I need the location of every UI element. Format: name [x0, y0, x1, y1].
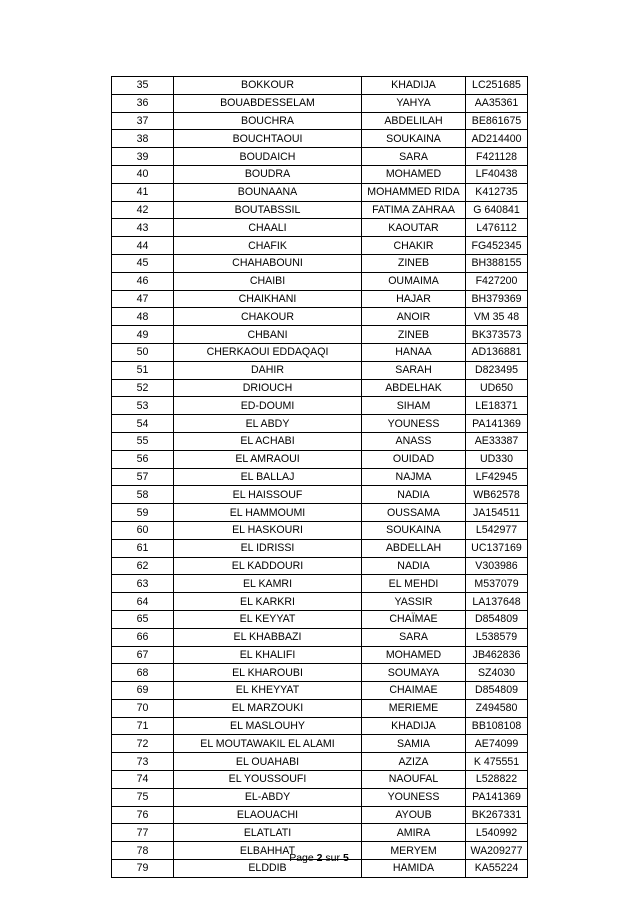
cell-row-number: 66: [112, 628, 174, 646]
table-row: [112, 148, 528, 166]
cell-id-number: L528822: [466, 771, 528, 789]
cell-first-name: NAJMA: [362, 468, 466, 486]
table-row: [112, 593, 528, 611]
cell-first-name: SOUMAYA: [362, 664, 466, 682]
cell-row-number: 78: [112, 842, 174, 860]
cell-row-number: 49: [112, 326, 174, 344]
cell-id-number: LF40438: [466, 165, 528, 183]
cell-first-name: SOUKAINA: [362, 130, 466, 148]
cell-id-number: JA154511: [466, 504, 528, 522]
cell-id-number: BH379369: [466, 290, 528, 308]
table-row: [112, 735, 528, 753]
cell-row-number: 63: [112, 575, 174, 593]
cell-last-name: EL AMRAOUI: [174, 450, 362, 468]
table-row: [112, 682, 528, 700]
cell-row-number: 52: [112, 379, 174, 397]
table-row: [112, 130, 528, 148]
cell-id-number: LC251685: [466, 77, 528, 95]
cell-row-number: 77: [112, 824, 174, 842]
cell-row-number: 76: [112, 806, 174, 824]
cell-id-number: UD650: [466, 379, 528, 397]
cell-row-number: 75: [112, 788, 174, 806]
cell-row-number: 58: [112, 486, 174, 504]
cell-id-number: D854809: [466, 610, 528, 628]
table-row: [112, 94, 528, 112]
cell-id-number: BK373573: [466, 326, 528, 344]
table-row: [112, 343, 528, 361]
cell-last-name: DAHIR: [174, 361, 362, 379]
cell-row-number: 59: [112, 504, 174, 522]
cell-last-name: CHERKAOUI EDDAQAQI: [174, 343, 362, 361]
cell-id-number: G 640841: [466, 201, 528, 219]
candidates-table: [111, 76, 528, 878]
cell-last-name: CHAIKHANI: [174, 290, 362, 308]
cell-id-number: SZ4030: [466, 664, 528, 682]
table-row: [112, 771, 528, 789]
cell-id-number: L538579: [466, 628, 528, 646]
cell-first-name: CHAKIR: [362, 237, 466, 255]
cell-first-name: OUSSAMA: [362, 504, 466, 522]
cell-last-name: EL HAMMOUMI: [174, 504, 362, 522]
cell-id-number: M537079: [466, 575, 528, 593]
cell-id-number: D854809: [466, 682, 528, 700]
cell-first-name: MOHAMED: [362, 165, 466, 183]
table-row: [112, 432, 528, 450]
cell-last-name: EL KARKRI: [174, 593, 362, 611]
cell-id-number: JB462836: [466, 646, 528, 664]
table-row: [112, 77, 528, 95]
cell-last-name: EL HASKOURI: [174, 521, 362, 539]
cell-last-name: BOUABDESSELAM: [174, 94, 362, 112]
cell-last-name: ELAOUACHI: [174, 806, 362, 824]
cell-last-name: EL KADDOURI: [174, 557, 362, 575]
cell-first-name: ANASS: [362, 432, 466, 450]
cell-row-number: 54: [112, 415, 174, 433]
table-row: [112, 326, 528, 344]
cell-row-number: 37: [112, 112, 174, 130]
table-row: [112, 237, 528, 255]
cell-row-number: 50: [112, 343, 174, 361]
cell-id-number: L540992: [466, 824, 528, 842]
cell-last-name: EL IDRISSI: [174, 539, 362, 557]
cell-last-name: BOUTABSSIL: [174, 201, 362, 219]
table-row: [112, 272, 528, 290]
cell-row-number: 68: [112, 664, 174, 682]
cell-first-name: YASSIR: [362, 593, 466, 611]
cell-id-number: BE861675: [466, 112, 528, 130]
cell-row-number: 42: [112, 201, 174, 219]
cell-last-name: EL KAMRI: [174, 575, 362, 593]
cell-first-name: SAMIA: [362, 735, 466, 753]
cell-first-name: ZINEB: [362, 254, 466, 272]
cell-last-name: EL-ABDY: [174, 788, 362, 806]
table-row: [112, 165, 528, 183]
cell-last-name: EL KHAROUBI: [174, 664, 362, 682]
cell-last-name: CHAIBI: [174, 272, 362, 290]
cell-last-name: EL MARZOUKI: [174, 699, 362, 717]
cell-row-number: 74: [112, 771, 174, 789]
cell-id-number: BK267331: [466, 806, 528, 824]
cell-last-name: CHAFIK: [174, 237, 362, 255]
cell-first-name: AZIZA: [362, 753, 466, 771]
cell-first-name: ABDELHAK: [362, 379, 466, 397]
cell-last-name: ELBAHHAT: [174, 842, 362, 860]
cell-id-number: FG452345: [466, 237, 528, 255]
table-row: [112, 557, 528, 575]
cell-row-number: 46: [112, 272, 174, 290]
cell-last-name: DRIOUCH: [174, 379, 362, 397]
cell-last-name: CHAKOUR: [174, 308, 362, 326]
cell-id-number: AA35361: [466, 94, 528, 112]
table-row: [112, 575, 528, 593]
cell-id-number: PA141369: [466, 415, 528, 433]
cell-first-name: SIHAM: [362, 397, 466, 415]
cell-row-number: 44: [112, 237, 174, 255]
cell-first-name: SARA: [362, 148, 466, 166]
table-row: [112, 468, 528, 486]
cell-last-name: BOUNAANA: [174, 183, 362, 201]
cell-id-number: L476112: [466, 219, 528, 237]
cell-first-name: NADIA: [362, 557, 466, 575]
cell-row-number: 57: [112, 468, 174, 486]
cell-last-name: EL KHALIFI: [174, 646, 362, 664]
table-row: [112, 539, 528, 557]
cell-row-number: 69: [112, 682, 174, 700]
table-row: [112, 254, 528, 272]
cell-row-number: 47: [112, 290, 174, 308]
cell-last-name: EL ACHABI: [174, 432, 362, 450]
cell-id-number: Z494580: [466, 699, 528, 717]
cell-first-name: OUIDAD: [362, 450, 466, 468]
table-row: [112, 486, 528, 504]
cell-id-number: V303986: [466, 557, 528, 575]
page-footer: [0, 852, 638, 864]
cell-id-number: D823495: [466, 361, 528, 379]
footer-page-word: Page: [289, 852, 314, 864]
table-row: [112, 699, 528, 717]
cell-first-name: EL MEHDI: [362, 575, 466, 593]
cell-row-number: 65: [112, 610, 174, 628]
cell-last-name: EL KHEYYAT: [174, 682, 362, 700]
cell-first-name: KAOUTAR: [362, 219, 466, 237]
table-row: [112, 290, 528, 308]
cell-first-name: MERIEME: [362, 699, 466, 717]
cell-first-name: NADIA: [362, 486, 466, 504]
cell-last-name: CHBANI: [174, 326, 362, 344]
cell-last-name: BOUDRA: [174, 165, 362, 183]
cell-first-name: YOUNESS: [362, 788, 466, 806]
cell-last-name: EL MOUTAWAKIL EL ALAMI: [174, 735, 362, 753]
cell-row-number: 41: [112, 183, 174, 201]
cell-row-number: 39: [112, 148, 174, 166]
cell-row-number: 61: [112, 539, 174, 557]
cell-id-number: LF42945: [466, 468, 528, 486]
cell-last-name: EL YOUSSOUFI: [174, 771, 362, 789]
cell-row-number: 53: [112, 397, 174, 415]
cell-first-name: CHAIMAE: [362, 682, 466, 700]
cell-row-number: 79: [112, 860, 174, 878]
footer-page-current: 2: [316, 852, 323, 864]
cell-last-name: BOUCHTAOUI: [174, 130, 362, 148]
cell-id-number: WA209277: [466, 842, 528, 860]
cell-row-number: 72: [112, 735, 174, 753]
cell-first-name: MOHAMED: [362, 646, 466, 664]
cell-id-number: K412735: [466, 183, 528, 201]
cell-row-number: 73: [112, 753, 174, 771]
cell-last-name: CHAHABOUNI: [174, 254, 362, 272]
table-row: [112, 201, 528, 219]
cell-row-number: 38: [112, 130, 174, 148]
table-row: [112, 361, 528, 379]
cell-id-number: F427200: [466, 272, 528, 290]
cell-first-name: MERYEM: [362, 842, 466, 860]
cell-id-number: LA137648: [466, 593, 528, 611]
cell-row-number: 36: [112, 94, 174, 112]
cell-first-name: AMIRA: [362, 824, 466, 842]
cell-first-name: YAHYA: [362, 94, 466, 112]
cell-first-name: MOHAMMED RIDA: [362, 183, 466, 201]
table-row: [112, 664, 528, 682]
cell-last-name: EL OUAHABI: [174, 753, 362, 771]
table-row: [112, 219, 528, 237]
table-row: [112, 504, 528, 522]
cell-row-number: 43: [112, 219, 174, 237]
table-row: [112, 824, 528, 842]
cell-first-name: YOUNESS: [362, 415, 466, 433]
cell-last-name: BOUCHRA: [174, 112, 362, 130]
cell-last-name: BOUDAICH: [174, 148, 362, 166]
footer-of-word: sur: [325, 852, 341, 864]
table-row: [112, 112, 528, 130]
cell-last-name: EL BALLAJ: [174, 468, 362, 486]
table-row: [112, 628, 528, 646]
cell-first-name: KHADIJA: [362, 77, 466, 95]
cell-first-name: SOUKAINA: [362, 521, 466, 539]
cell-row-number: 56: [112, 450, 174, 468]
cell-first-name: HANAA: [362, 343, 466, 361]
cell-first-name: ZINEB: [362, 326, 466, 344]
cell-last-name: BOKKOUR: [174, 77, 362, 95]
cell-row-number: 60: [112, 521, 174, 539]
footer-page-total: 5: [342, 852, 349, 864]
cell-row-number: 64: [112, 593, 174, 611]
cell-first-name: OUMAIMA: [362, 272, 466, 290]
cell-first-name: CHAÏMAE: [362, 610, 466, 628]
cell-first-name: ABDELLAH: [362, 539, 466, 557]
cell-id-number: LE18371: [466, 397, 528, 415]
cell-row-number: 35: [112, 77, 174, 95]
cell-id-number: BH388155: [466, 254, 528, 272]
cell-row-number: 70: [112, 699, 174, 717]
cell-first-name: AYOUB: [362, 806, 466, 824]
table-row: [112, 717, 528, 735]
cell-first-name: NAOUFAL: [362, 771, 466, 789]
table-body: [112, 77, 528, 878]
cell-id-number: AE33387: [466, 432, 528, 450]
cell-id-number: PA141369: [466, 788, 528, 806]
cell-id-number: WB62578: [466, 486, 528, 504]
cell-id-number: AD136881: [466, 343, 528, 361]
cell-id-number: BB108108: [466, 717, 528, 735]
cell-row-number: 62: [112, 557, 174, 575]
cell-id-number: F421128: [466, 148, 528, 166]
cell-first-name: ANOIR: [362, 308, 466, 326]
cell-id-number: L542977: [466, 521, 528, 539]
cell-last-name: EL KHABBAZI: [174, 628, 362, 646]
cell-last-name: ELDDIB: [174, 860, 362, 878]
table-row: [112, 806, 528, 824]
cell-last-name: EL MASLOUHY: [174, 717, 362, 735]
table-row: [112, 183, 528, 201]
cell-first-name: SARA: [362, 628, 466, 646]
cell-last-name: CHAALI: [174, 219, 362, 237]
cell-id-number: UC137169: [466, 539, 528, 557]
cell-id-number: KA55224: [466, 860, 528, 878]
table-row: [112, 521, 528, 539]
cell-first-name: FATIMA ZAHRAA: [362, 201, 466, 219]
cell-last-name: ED-DOUMI: [174, 397, 362, 415]
cell-row-number: 45: [112, 254, 174, 272]
cell-id-number: K 475551: [466, 753, 528, 771]
cell-last-name: EL HAISSOUF: [174, 486, 362, 504]
cell-first-name: HAJAR: [362, 290, 466, 308]
table-row: [112, 753, 528, 771]
cell-first-name: ABDELILAH: [362, 112, 466, 130]
table-row: [112, 379, 528, 397]
table-row: [112, 788, 528, 806]
cell-row-number: 67: [112, 646, 174, 664]
table-row: [112, 308, 528, 326]
cell-first-name: KHADIJA: [362, 717, 466, 735]
cell-id-number: AE74099: [466, 735, 528, 753]
cell-first-name: HAMIDA: [362, 860, 466, 878]
cell-id-number: AD214400: [466, 130, 528, 148]
table-row: [112, 646, 528, 664]
cell-last-name: ELATLATI: [174, 824, 362, 842]
cell-row-number: 40: [112, 165, 174, 183]
table-row: [112, 610, 528, 628]
table-row: [112, 450, 528, 468]
cell-last-name: EL ABDY: [174, 415, 362, 433]
cell-id-number: VM 35 48: [466, 308, 528, 326]
cell-row-number: 71: [112, 717, 174, 735]
cell-row-number: 48: [112, 308, 174, 326]
cell-last-name: EL KEYYAT: [174, 610, 362, 628]
table-row: [112, 415, 528, 433]
table-row: [112, 397, 528, 415]
cell-id-number: UD330: [466, 450, 528, 468]
cell-row-number: 51: [112, 361, 174, 379]
cell-first-name: SARAH: [362, 361, 466, 379]
cell-row-number: 55: [112, 432, 174, 450]
